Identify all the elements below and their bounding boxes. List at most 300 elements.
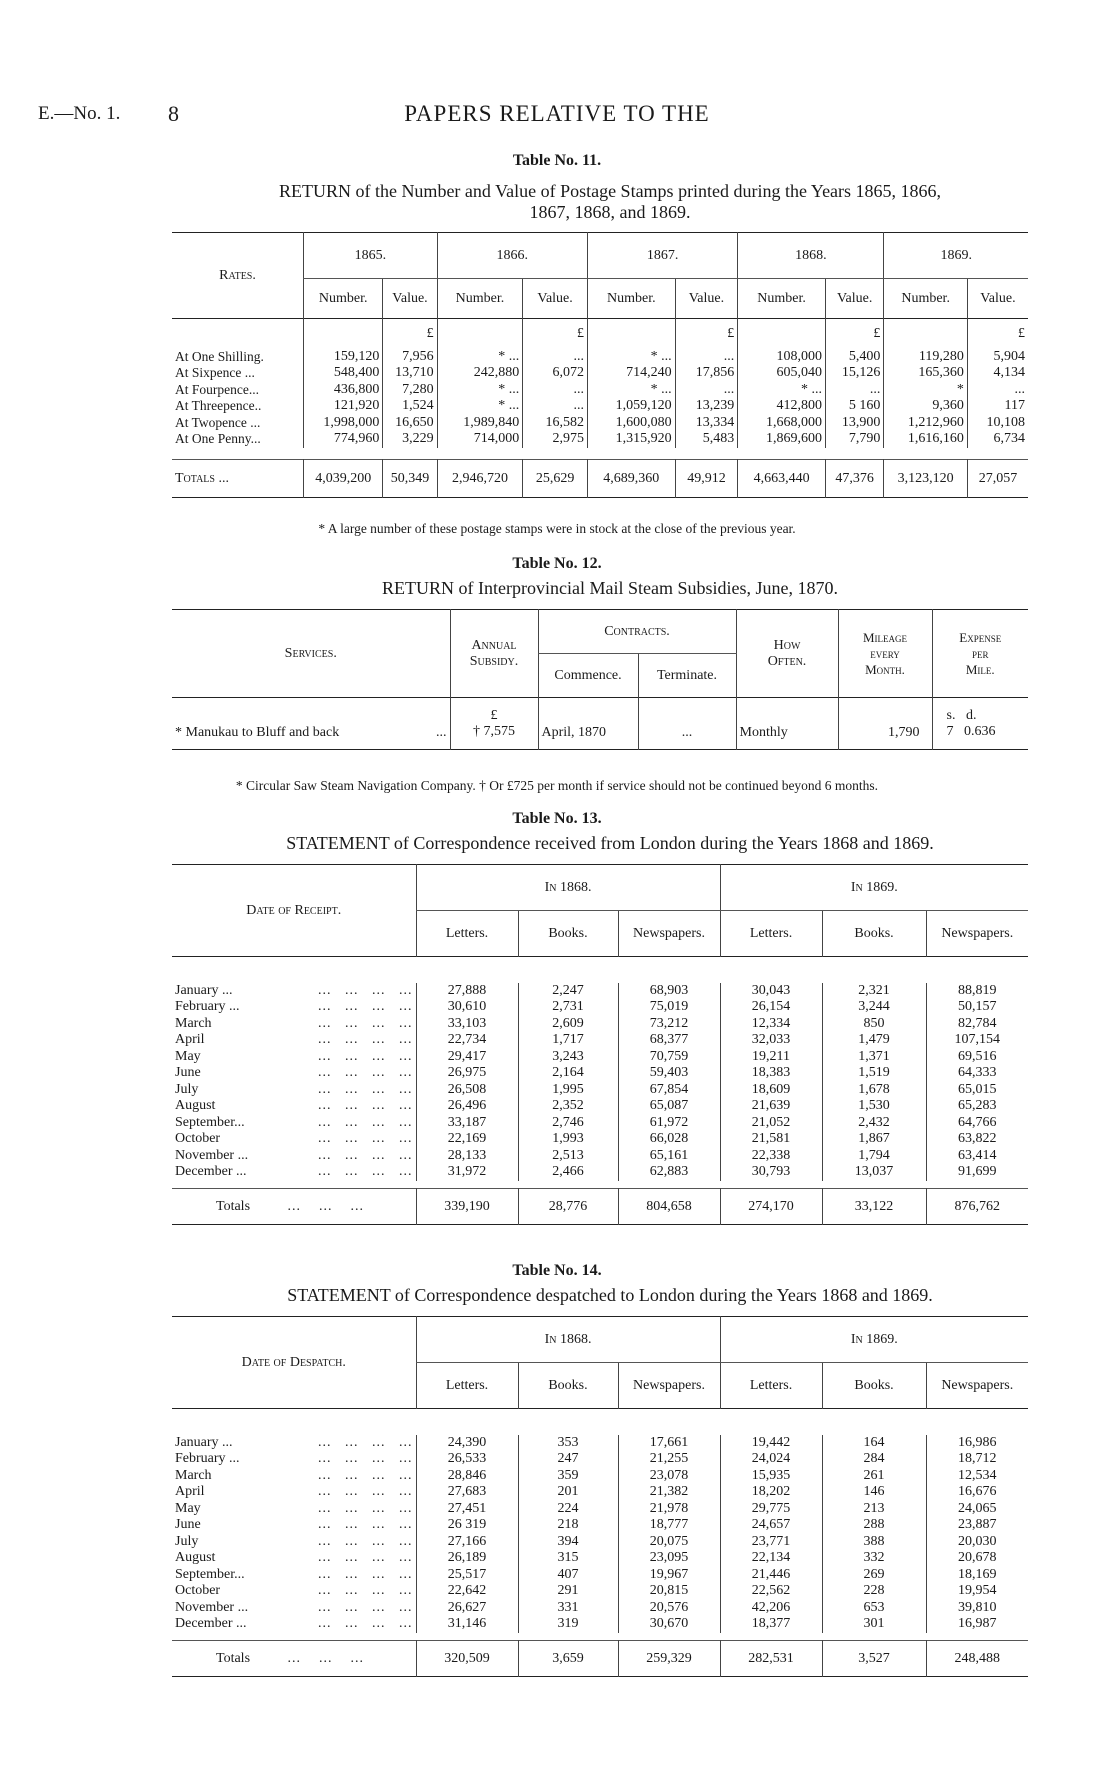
value-cell: ... [825, 382, 883, 399]
table-13-number: Table No. 13. [512, 810, 602, 827]
leader-dots: ... ... ... ... [318, 1098, 413, 1113]
value-cell: 6,734 [967, 431, 1028, 448]
value-cell: 32,033 [720, 1032, 822, 1049]
month-cell [172, 1164, 416, 1181]
table-row [172, 1583, 1028, 1600]
total-cell: 47,376 [825, 460, 883, 498]
value-cell: 2,975 [523, 431, 588, 448]
value-cell: 2,731 [518, 999, 618, 1016]
value-cell: 18,202 [720, 1484, 822, 1501]
value-cell: 12,534 [926, 1468, 1028, 1485]
value-cell: 7,280 [383, 382, 437, 399]
table-row [172, 382, 1028, 399]
value-cell: ... [675, 382, 738, 399]
table-row [172, 1082, 1028, 1099]
column-header: Letters. [720, 1363, 822, 1409]
number-cell: 1,668,000 [738, 415, 826, 432]
value-cell: 24,390 [416, 1435, 518, 1452]
expense-value [932, 698, 1028, 750]
terminate-value: ... [638, 698, 736, 750]
value-cell: 13,037 [822, 1164, 926, 1181]
year-header: 1868. [738, 233, 884, 279]
value-cell: ... [523, 398, 588, 415]
value-cell: 18,609 [720, 1082, 822, 1099]
totals-label [172, 1641, 416, 1677]
value-cell: 30,610 [416, 999, 518, 1016]
value-cell: 1,530 [822, 1098, 926, 1115]
value-cell: 42,206 [720, 1600, 822, 1617]
number-cell: 242,880 [437, 365, 523, 382]
totals-label-text: Totals [216, 1650, 251, 1666]
contracts-header: Contracts. [538, 610, 736, 654]
how-often-header-line-2: Often. [767, 653, 807, 669]
column-header: Newspapers. [618, 911, 720, 957]
value-cell: 146 [822, 1484, 926, 1501]
column-header: Books. [822, 1363, 926, 1409]
value-cell: 22,562 [720, 1583, 822, 1600]
value-cell: 394 [518, 1534, 618, 1551]
number-cell: 774,960 [304, 431, 383, 448]
expense-header-line-1: Expense [959, 629, 1002, 645]
total-cell: 49,912 [675, 460, 738, 498]
value-cell: 22,169 [416, 1131, 518, 1148]
leader-dots: ... ... ... ... [318, 1484, 413, 1499]
value-cell: 19,211 [720, 1049, 822, 1066]
month-label: September... [175, 1566, 245, 1582]
table-row [172, 1131, 1028, 1148]
value-cell: 16,987 [926, 1616, 1028, 1633]
table-11-number: Table No. 11. [512, 152, 602, 169]
unit-pound: £ [383, 319, 437, 349]
value-cell: 269 [822, 1567, 926, 1584]
number-cell: * ... [437, 382, 523, 399]
value-cell: 31,972 [416, 1164, 518, 1181]
month-label: April [175, 1032, 205, 1047]
value-cell: 301 [822, 1616, 926, 1633]
number-cell: 436,800 [304, 382, 383, 399]
value-cell: 1,995 [518, 1082, 618, 1099]
annual-subsidy-value [450, 698, 538, 750]
number-cell: 9,360 [884, 398, 968, 415]
value-cell: 75,019 [618, 999, 720, 1016]
value-cell: 3,244 [822, 999, 926, 1016]
value-cell: 21,255 [618, 1451, 720, 1468]
table-11 [172, 232, 1028, 498]
table-11-title-line-2: 1867, 1868, and 1869. [529, 202, 691, 222]
month-label: June [175, 1517, 201, 1532]
rate-label: At Threepence.. [175, 398, 262, 413]
month-label: December ... [175, 1616, 247, 1631]
table-11-title [170, 181, 1050, 223]
value-cell: 27,451 [416, 1501, 518, 1518]
month-label: October [175, 1131, 221, 1146]
value-cell: 4,134 [967, 365, 1028, 382]
value-cell: 66,028 [618, 1131, 720, 1148]
service-name-text: * Manukau to Bluff and back [175, 724, 340, 740]
value-cell: 2,609 [518, 1016, 618, 1033]
value-cell: 23,078 [618, 1468, 720, 1485]
value-cell: 26,533 [416, 1451, 518, 1468]
rate-label: At One Penny... [175, 431, 261, 446]
rates-header: Rates. [219, 267, 256, 283]
value-cell: 218 [518, 1517, 618, 1534]
value-cell: 13,710 [383, 365, 437, 382]
value-cell: 359 [518, 1468, 618, 1485]
month-label: April [175, 1484, 205, 1499]
subsidy-amount: † 7,575 [473, 723, 515, 739]
value-cell: 1,993 [518, 1131, 618, 1148]
number-cell: * ... [437, 349, 523, 366]
leader-dots: ... ... ... ... [318, 1164, 413, 1179]
month-label: May [175, 1500, 201, 1516]
table-row [172, 1616, 1028, 1633]
table-row [172, 999, 1028, 1016]
table-row [172, 431, 1028, 448]
value-cell: 21,382 [618, 1484, 720, 1501]
in-1869-header: In 1869. [720, 865, 1028, 911]
value-cell: 1,519 [822, 1065, 926, 1082]
table-row [172, 1550, 1028, 1567]
value-cell: 26 319 [416, 1517, 518, 1534]
month-label: November ... [175, 1147, 249, 1163]
leader-dots: ... ... ... [287, 1198, 365, 1214]
value-cell: 16,986 [926, 1435, 1028, 1452]
table-row [172, 1164, 1028, 1181]
value-cell: 15,935 [720, 1468, 822, 1485]
value-cell: 1,479 [822, 1032, 926, 1049]
expense-amount: 7 0.636 [946, 723, 996, 739]
totals-label: Totals ... [175, 470, 229, 486]
number-cell: 714,000 [437, 431, 523, 448]
leader-dots: ... ... ... ... [318, 1566, 413, 1582]
month-cell [172, 999, 416, 1016]
table-14-number: Table No. 14. [512, 1262, 602, 1279]
value-cell: 6,072 [523, 365, 588, 382]
commence-value: April, 1870 [538, 698, 638, 750]
value-cell: 26,975 [416, 1065, 518, 1082]
value-cell: 20,075 [618, 1534, 720, 1551]
number-cell: 159,120 [304, 349, 383, 366]
number-cell: 1,989,840 [437, 415, 523, 432]
total-cell: 33,122 [822, 1189, 926, 1225]
month-label: June [175, 1065, 201, 1080]
number-cell: * ... [587, 349, 675, 366]
value-cell: 20,030 [926, 1534, 1028, 1551]
value-cell: ... [523, 349, 588, 366]
value-cell: 21,978 [618, 1501, 720, 1518]
value-cell: 5,400 [825, 349, 883, 366]
number-header: Number. [884, 279, 968, 319]
value-cell: 117 [967, 398, 1028, 415]
value-cell: 19,954 [926, 1583, 1028, 1600]
number-cell: 119,280 [884, 349, 968, 366]
value-cell: 22,338 [720, 1148, 822, 1165]
total-cell: 259,329 [618, 1641, 720, 1677]
value-cell: 33,187 [416, 1115, 518, 1132]
value-cell: ... [967, 382, 1028, 399]
totals-label [172, 1189, 416, 1225]
value-cell: 26,508 [416, 1082, 518, 1099]
leader-dots: ... ... ... ... [318, 1114, 413, 1130]
value-cell: 7,956 [383, 349, 437, 366]
value-cell: 33,103 [416, 1016, 518, 1033]
total-cell: 339,190 [416, 1189, 518, 1225]
month-label: August [175, 1098, 216, 1113]
value-cell: 1,867 [822, 1131, 926, 1148]
table-row [172, 1032, 1028, 1049]
table-14 [172, 1316, 1028, 1677]
value-cell: 23,095 [618, 1550, 720, 1567]
month-cell [172, 1616, 416, 1633]
how-often-value: Monthly [736, 698, 838, 750]
unit-pound: £ [825, 319, 883, 349]
total-cell: 25,629 [523, 460, 588, 498]
value-cell: 27,888 [416, 983, 518, 1000]
table-row [172, 1148, 1028, 1165]
number-cell: 1,869,600 [738, 431, 826, 448]
value-cell: 65,283 [926, 1098, 1028, 1115]
unit-pound: £ [523, 319, 588, 349]
value-cell: 353 [518, 1435, 618, 1452]
leader-dots: ... ... ... ... [318, 1032, 413, 1047]
mileage-header [838, 610, 932, 698]
value-cell: 69,516 [926, 1049, 1028, 1066]
unit-pound: £ [675, 319, 738, 349]
value-cell: 18,383 [720, 1065, 822, 1082]
value-cell: 213 [822, 1501, 926, 1518]
leader-dots: ... ... ... ... [318, 1015, 413, 1031]
month-cell [172, 1435, 416, 1452]
year-header: 1869. [884, 233, 1028, 279]
table-row [172, 1049, 1028, 1066]
leader-dots: ... ... ... ... [318, 1467, 413, 1483]
value-cell: 5 160 [825, 398, 883, 415]
month-cell [172, 1550, 416, 1567]
value-cell: 331 [518, 1600, 618, 1617]
month-cell [172, 1148, 416, 1165]
leader-dots: ... ... ... ... [318, 1517, 413, 1532]
leader-dots: ... ... ... ... [318, 1434, 413, 1450]
leader-dots: ... ... ... ... [318, 1550, 413, 1565]
leader-dots: ... ... ... ... [318, 1599, 413, 1615]
value-cell: 73,212 [618, 1016, 720, 1033]
total-cell: 4,689,360 [587, 460, 675, 498]
month-label: November ... [175, 1599, 249, 1615]
date-of-despatch-header: Date of Despatch. [241, 1354, 346, 1370]
leader-dots: ... ... ... ... [318, 1081, 413, 1097]
value-cell: 18,377 [720, 1616, 822, 1633]
table-row [172, 1517, 1028, 1534]
value-cell: 388 [822, 1534, 926, 1551]
value-cell: 19,442 [720, 1435, 822, 1452]
month-label: February ... [175, 999, 240, 1014]
table-11-title-line-1: RETURN of the Number and Value of Postage Stamps printed during the Years 1865, 1866, [278, 181, 942, 201]
leader-dots: ... ... ... ... [318, 982, 413, 998]
value-cell: 29,417 [416, 1049, 518, 1066]
value-cell: 1,371 [822, 1049, 926, 1066]
leader-dots: ... ... ... ... [318, 999, 413, 1014]
expense-header [932, 610, 1028, 698]
value-cell: 20,815 [618, 1583, 720, 1600]
number-cell: 548,400 [304, 365, 383, 382]
value-header: Value. [383, 279, 437, 319]
value-cell: 63,822 [926, 1131, 1028, 1148]
month-cell [172, 1484, 416, 1501]
value-header: Value. [523, 279, 588, 319]
services-header: Services. [284, 645, 337, 661]
total-cell: 274,170 [720, 1189, 822, 1225]
number-cell: 714,240 [587, 365, 675, 382]
value-cell: 850 [822, 1016, 926, 1033]
service-name [172, 698, 450, 750]
value-cell: 24,657 [720, 1517, 822, 1534]
table-12-footnote: * Circular Saw Steam Navigation Company. † Or £725 per month if service should not be continued beyond 6 months. [235, 778, 879, 793]
table-13-title: STATEMENT of Correspondence received from London during the Years 1868 and 1869. [286, 833, 934, 853]
value-cell: 20,576 [618, 1600, 720, 1617]
table-row [172, 1600, 1028, 1617]
value-cell: 64,333 [926, 1065, 1028, 1082]
value-cell: 19,967 [618, 1567, 720, 1584]
value-cell: 288 [822, 1517, 926, 1534]
date-of-receipt-header: Date of Receipt. [246, 902, 342, 918]
total-cell: 320,509 [416, 1641, 518, 1677]
rate-label: At Sixpence ... [175, 365, 255, 380]
month-cell [172, 983, 416, 1000]
value-cell: 13,239 [675, 398, 738, 415]
value-cell: 22,734 [416, 1032, 518, 1049]
value-header: Value. [825, 279, 883, 319]
year-header: 1866. [437, 233, 587, 279]
value-cell: ... [675, 349, 738, 366]
table-12-title: RETURN of Interprovincial Mail Steam Subsidies, June, 1870. [382, 578, 838, 598]
expense-header-line-2: per [971, 645, 989, 661]
total-cell: 4,663,440 [738, 460, 826, 498]
value-cell: 653 [822, 1600, 926, 1617]
leader-dots: ... ... ... ... [318, 1451, 413, 1466]
month-label: February ... [175, 1451, 240, 1466]
value-cell: 21,446 [720, 1567, 822, 1584]
value-cell: 26,189 [416, 1550, 518, 1567]
annual-subsidy-header [450, 610, 538, 698]
month-cell [172, 1451, 416, 1468]
expense-header-line-3: Mile. [965, 661, 995, 677]
table-row [172, 1065, 1028, 1082]
number-cell: 165,360 [884, 365, 968, 382]
mileage-header-line-2: every [870, 645, 900, 661]
value-cell: 39,810 [926, 1600, 1028, 1617]
month-label: August [175, 1550, 216, 1565]
month-cell [172, 1098, 416, 1115]
year-header: 1865. [304, 233, 438, 279]
value-cell: 18,169 [926, 1567, 1028, 1584]
column-header: Books. [518, 911, 618, 957]
table-row [172, 1501, 1028, 1518]
leader-dots: ... ... ... [287, 1650, 365, 1666]
total-cell: 27,057 [967, 460, 1028, 498]
number-cell: * ... [738, 382, 826, 399]
how-often-header-line-1: How [773, 637, 801, 653]
month-label: March [175, 1015, 212, 1031]
value-cell: 5,904 [967, 349, 1028, 366]
total-cell: 4,039,200 [304, 460, 383, 498]
table-13 [172, 864, 1028, 1225]
month-cell [172, 1583, 416, 1600]
month-cell [172, 1517, 416, 1534]
month-label: March [175, 1467, 212, 1483]
month-cell [172, 1534, 416, 1551]
value-cell: 68,377 [618, 1032, 720, 1049]
value-cell: 21,581 [720, 1131, 822, 1148]
value-cell: 65,015 [926, 1082, 1028, 1099]
year-header: 1867. [587, 233, 737, 279]
value-cell: 7,790 [825, 431, 883, 448]
value-cell: 68,903 [618, 983, 720, 1000]
total-cell: 3,527 [822, 1641, 926, 1677]
value-cell: 24,024 [720, 1451, 822, 1468]
month-cell [172, 1049, 416, 1066]
table-12 [172, 609, 1028, 750]
value-cell: 284 [822, 1451, 926, 1468]
leader-dots: ... ... ... ... [318, 1533, 413, 1549]
mileage-value: 1,790 [838, 698, 932, 750]
in-1868-header: In 1868. [416, 1317, 720, 1363]
unit-sd: s. d. [946, 707, 977, 723]
value-cell: 13,334 [675, 415, 738, 432]
value-cell: 3,243 [518, 1049, 618, 1066]
table-row [172, 1016, 1028, 1033]
number-header: Number. [437, 279, 523, 319]
month-label: January ... [175, 982, 233, 998]
total-cell: 876,762 [926, 1189, 1028, 1225]
value-cell: 26,154 [720, 999, 822, 1016]
leader-dots: ... ... ... ... [318, 1500, 413, 1516]
number-cell: 108,000 [738, 349, 826, 366]
value-cell: 1,717 [518, 1032, 618, 1049]
value-cell: 61,972 [618, 1115, 720, 1132]
value-cell: 17,856 [675, 365, 738, 382]
value-header: Value. [675, 279, 738, 319]
table-12-number: Table No. 12. [512, 555, 602, 572]
month-cell [172, 1600, 416, 1617]
value-cell: 10,108 [967, 415, 1028, 432]
value-cell: 25,517 [416, 1567, 518, 1584]
table-row [172, 1098, 1028, 1115]
value-cell: 30,793 [720, 1164, 822, 1181]
value-cell: 88,819 [926, 983, 1028, 1000]
value-cell: 22,642 [416, 1583, 518, 1600]
total-cell: 50,349 [383, 460, 437, 498]
value-cell: 16,650 [383, 415, 437, 432]
number-cell: 412,800 [738, 398, 826, 415]
column-header: Letters. [416, 911, 518, 957]
value-cell: 23,887 [926, 1517, 1028, 1534]
month-cell [172, 1567, 416, 1584]
value-cell: 3,229 [383, 431, 437, 448]
value-cell: 2,432 [822, 1115, 926, 1132]
number-cell: 121,920 [304, 398, 383, 415]
value-cell: 2,513 [518, 1148, 618, 1165]
in-1868-header: In 1868. [416, 865, 720, 911]
value-cell: 27,683 [416, 1484, 518, 1501]
totals-label-text: Totals [216, 1198, 251, 1214]
value-cell: 23,771 [720, 1534, 822, 1551]
value-cell: 1,524 [383, 398, 437, 415]
month-label: January ... [175, 1434, 233, 1450]
annual-subsidy-header-line-2: Subsidy. [469, 653, 519, 669]
table-14-title: STATEMENT of Correspondence despatched to London during the Years 1868 and 1869. [287, 1285, 933, 1305]
value-cell: ... [523, 382, 588, 399]
table-row [172, 1567, 1028, 1584]
